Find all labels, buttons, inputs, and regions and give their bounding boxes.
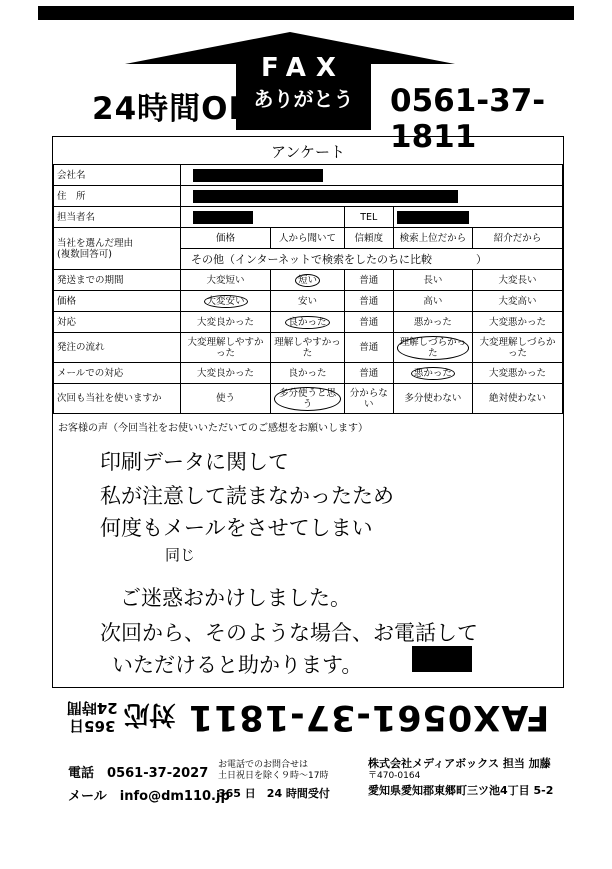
option: 大変高い <box>473 291 563 312</box>
upside-down-banner <box>60 688 556 746</box>
question-row <box>54 363 563 384</box>
handwriting-insert: 同じ <box>165 546 196 564</box>
tel-label: 電話 <box>68 766 95 781</box>
note-line-1: お電話でのお問合せは <box>218 760 309 770</box>
selected-option: 多分使うと思う <box>274 387 341 411</box>
option: 大変良かった <box>181 312 271 333</box>
survey-title: アンケート <box>270 143 346 161</box>
reason-opt: 検索上位だから <box>393 228 473 249</box>
option: 普通 <box>344 291 393 312</box>
company-label: 会社名 <box>54 165 181 186</box>
reason-opt: 価格 <box>181 228 271 249</box>
option: 大変理解しづらかった <box>473 333 563 363</box>
option: 大変悪かった <box>473 312 563 333</box>
redacted-tel <box>397 211 469 224</box>
zip-code: 〒470-0164 <box>368 771 421 781</box>
option: 大変悪かった <box>473 363 563 384</box>
contact-label: 担当者名 <box>54 207 181 228</box>
option: 普通 <box>344 363 393 384</box>
reason-row <box>54 228 563 249</box>
question-label: メールでの対応 <box>54 363 181 384</box>
open-24h: 24時間OK <box>92 91 254 127</box>
handwriting-line: 印刷データに関して <box>100 450 289 474</box>
option: 大変長い <box>473 270 563 291</box>
selected-option: 短い <box>295 274 320 287</box>
selected-option: 理解しづらかった <box>397 336 470 360</box>
option: 普通 <box>344 270 393 291</box>
other-prefix: その他（ <box>191 252 235 266</box>
redacted-contact <box>193 211 253 224</box>
option: 長い <box>393 270 473 291</box>
selected-option: 良かった <box>285 316 329 329</box>
note-line-2: 土日祝日を除く９時～17時 <box>218 771 329 781</box>
question-label: 発送までの期間 <box>54 270 181 291</box>
reason-label: 当社を選んだ理由 <box>57 237 134 249</box>
selected-option: 大変安い <box>204 295 248 308</box>
question-row <box>54 333 563 363</box>
option: 良かった <box>271 363 345 384</box>
reason-opt: 人から聞いて <box>271 228 345 249</box>
fax-reception-note: 365 日 24 時間受付 <box>218 787 330 800</box>
reason-opt: 信頼度 <box>344 228 393 249</box>
fax-title: FAX <box>261 53 346 83</box>
contact-row <box>54 207 563 228</box>
option: 高い <box>393 291 473 312</box>
tel-label: TEL <box>344 207 393 228</box>
redacted-company <box>193 169 323 182</box>
mail-label: メール <box>68 789 107 804</box>
redacted-signature <box>412 646 472 672</box>
handwriting-line: 何度もメールをさせてしまい <box>100 516 373 540</box>
reason-opt: 紹介だから <box>473 228 563 249</box>
other-suffix: ） <box>476 252 488 266</box>
mail-address: info@dm110.jp <box>119 789 230 804</box>
thanks-text: ありがとう <box>253 87 354 111</box>
question-label: 価格 <box>54 291 181 312</box>
handwriting-line: 次回から、そのような場合、お電話して <box>100 621 478 645</box>
company-address: 愛知県愛知郡東郷町三ツ池4丁目 5-2 <box>368 784 554 797</box>
option: 大変理解しやすかった <box>181 333 271 363</box>
address-row <box>54 186 563 207</box>
comments-label: お客様の声（今回当社をお使いいただいてのご感想をお願いします） <box>58 423 368 434</box>
handwriting-line: 私が注意して読まなかったため <box>100 484 394 508</box>
question-label: 発注の流れ <box>54 333 181 363</box>
banner-fax-number: FAX0561-37-1811 <box>187 697 550 737</box>
top-bar <box>38 6 574 20</box>
question-label: 対応 <box>54 312 181 333</box>
survey-table <box>53 164 563 414</box>
redacted-address <box>193 190 458 203</box>
option: 理解しやすかった <box>271 333 345 363</box>
option: 悪かった <box>393 312 473 333</box>
question-row <box>54 312 563 333</box>
option: 使う <box>181 384 271 414</box>
tel-number: 0561-37-2027 <box>107 766 209 781</box>
company-name: 株式会社メディアボックス 担当 加藤 <box>368 757 551 770</box>
option: 普通 <box>344 312 393 333</box>
question-row <box>54 270 563 291</box>
address-label: 住 所 <box>54 186 181 207</box>
reason-sub: (複数回答可) <box>57 248 112 260</box>
option: 分からない <box>344 384 393 414</box>
option: 多分使わない <box>393 384 473 414</box>
option: 普通 <box>344 333 393 363</box>
question-label: 次回も当社を使いますか <box>54 384 181 414</box>
banner-hours: 24時間 <box>66 699 118 717</box>
company-row <box>54 165 563 186</box>
selected-option: 悪かった <box>411 367 455 380</box>
handwriting-line: いただけると助かります。 <box>112 653 363 677</box>
banner-days: 365日 <box>69 717 116 735</box>
header-phone: 0561-37-1811 <box>390 83 546 155</box>
option: 大変良かった <box>181 363 271 384</box>
question-row <box>54 291 563 312</box>
banner-taio: 対応 <box>123 699 176 730</box>
option: 大変短い <box>181 270 271 291</box>
other-handwritten: インターネットで検索をしたのちに比較 <box>235 252 433 266</box>
option: 絶対使わない <box>473 384 563 414</box>
option: 安い <box>271 291 345 312</box>
fax-box <box>236 53 371 130</box>
handwriting-line: ご迷惑おかけしました。 <box>120 586 351 610</box>
question-row <box>54 384 563 414</box>
